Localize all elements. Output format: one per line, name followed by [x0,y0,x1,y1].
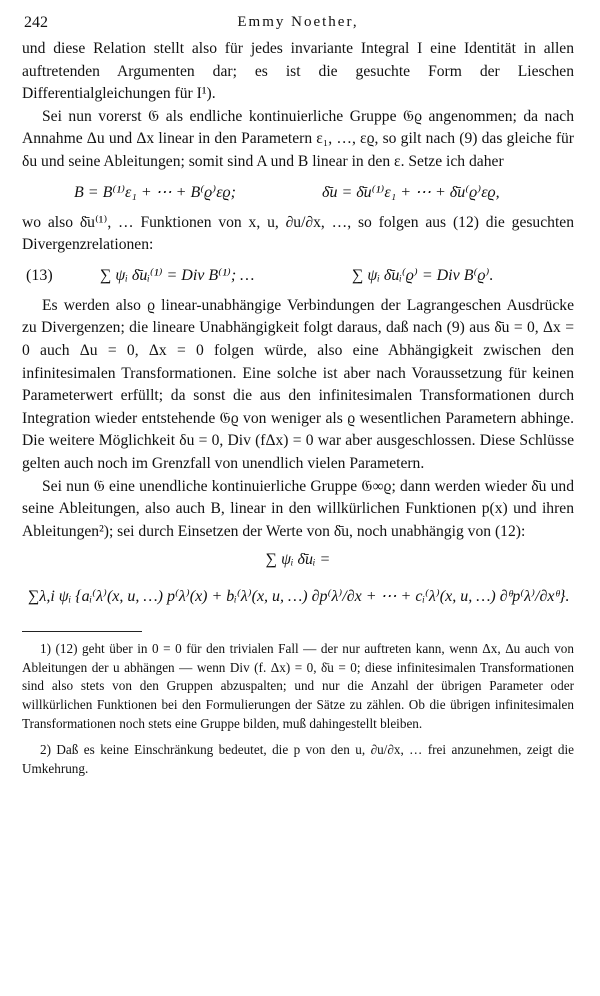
equation-expansion: ∑λ,i ψᵢ {aᵢ⁽λ⁾(x, u, …) p⁽λ⁾(x) + bᵢ⁽λ⁾(x, u, …) ∂p⁽λ⁾/∂x + ⋯ + cᵢ⁽λ⁾(x, u, …) ∂ᶿp⁽λ⁾/∂xᶿ}. [28,588,570,606]
footnote-2: 2) Daß es keine Einschränkung bedeutet, die p von den u, ∂u/∂x, … frei anzunehmen, zeigt die Umkehrung. [22,742,574,776]
equation-sum: ∑ ψᵢ δ̄uᵢ = [265,551,331,569]
equation-b-du [22,174,574,212]
equation-13 [22,257,574,295]
page-number: 242 [24,14,48,31]
equation-13-label: (13) [26,266,53,284]
paragraph-4: Es werden also ϱ linear-unabhängige Verbindungen der Lagrangeschen Ausdrücke zu Divergenzen; die lineare Unabhängigkeit folgt daraus, daß nach (9) aus δ̄u = 0, Δx = 0 auch Δu = 0, Δx = 0 folgen würde, also eine Abhängigkeit zwischen den infinitesimalen Transformationen. Eine solche ist aber nach Voraussetzung für keinen Parameterwert erfüllt; da sonst die aus den infinitesimalen Transformationen durch Integration wieder entstehende 𝔊ϱ von weniger als ϱ wesentlichen Parametern abhinge. Die weitere Möglichkeit δu = 0, Div (fΔx) = 0 war aber ausgeschlossen. Diese Schlüsse gelten auch noch im Grenzfall von unendlich vielen Parametern. [22,296,574,472]
footnote-rule [22,631,142,632]
running-head-author: Emmy Noether, [237,14,359,30]
paragraph-5: Sei nun 𝔊 eine unendliche kontinuierliche Gruppe 𝔊∞ϱ; dann werden wieder δ̄u und seine Ableitungen, also auch B, linear in den willkürlichen Funktionen p(x) und ihren Ableitungen²); sei durch Einsetzen der Werte von δ̄u, noch unabhängig von (12): [22,477,574,540]
equation-13-last: ∑ ψᵢ δ̄uᵢ⁽ϱ⁾ = Div B⁽ϱ⁾. [352,266,494,284]
page-header [22,10,574,38]
paragraph-1: und diese Relation stellt also für jedes invariante Integral I eine Identität in allen auftretenden Argumenten dar; es ist die gesuchte Form der Lieschen Differentialgleichungen für I¹). [22,40,574,103]
equation-13-first: ∑ ψᵢ δ̄uᵢ⁽¹⁾ = Div B⁽¹⁾; … [100,266,255,284]
equation-b: B = B⁽¹⁾ε₁ + ⋯ + B⁽ϱ⁾εϱ; [74,183,236,201]
paragraph-2: Sei nun vorerst 𝔊 als endliche kontinuierliche Gruppe 𝔊ϱ angenommen; da nach Annahme Δu und Δx linear in den Parametern ε₁, …, εϱ, so gilt nach (9) das gleiche für δu und seine Ableitungen; somit sind A und B linear in den ε. Setze ich daher [22,107,574,170]
paragraph-3: wo also δ̄u⁽¹⁾, … Funktionen von x, u, ∂u/∂x, …, so folgen aus (12) die gesuchten Divergenzrelationen: [22,213,574,254]
equation-du: δ̄u = δ̄u⁽¹⁾ε₁ + ⋯ + δ̄u⁽ϱ⁾εϱ, [322,183,500,201]
footnotes [22,640,574,778]
footnote-1: 1) (12) geht über in 0 = 0 für den trivialen Fall — der nur auftreten kann, wenn Δx, Δu auch von Ableitungen der u abhängen — wenn Div (f. Δx) = 0, δ̄u = 0; diese infinitesimalen Transformationen sind also stets von den Gruppen abzuspalten; und nur die Anzahl der übrigen Parameter oder willkürlichen Funktionen bei den Formulierungen der Sätze zu zählen. Ob die übrigen infinitesimalen Transformationen noch stets eine Gruppe bilden, muß dahingestellt bleiben. [22,641,574,731]
main-text [22,38,574,617]
